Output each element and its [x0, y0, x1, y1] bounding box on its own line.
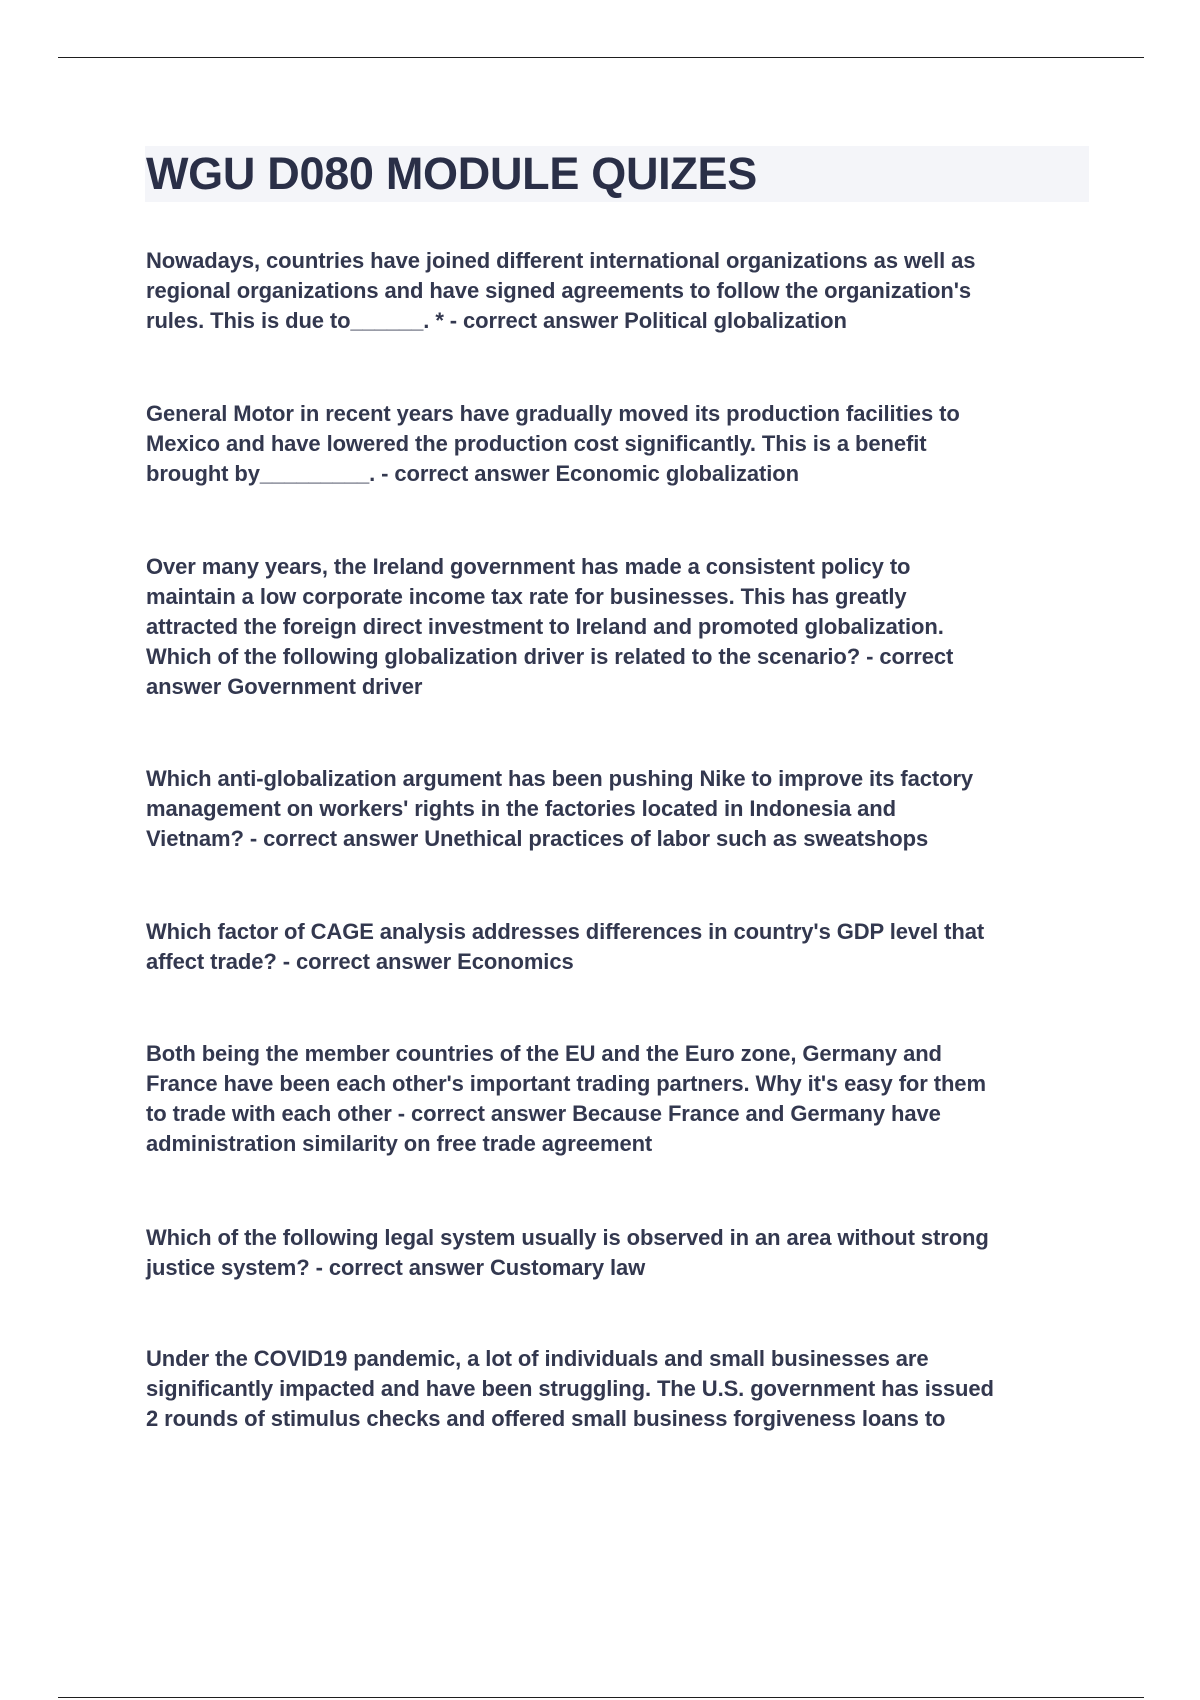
qa-item-6 [146, 1039, 1096, 1159]
qa-item-5 [146, 917, 1096, 977]
qa-line: to trade with each other - correct answer Because France and Germany have [146, 1101, 941, 1126]
qa-item-4 [146, 764, 1096, 854]
qa-item-1 [146, 246, 1096, 336]
qa-line: maintain a low corporate income tax rate for businesses. This has greatly [146, 584, 907, 609]
qa-item-3 [146, 552, 1096, 702]
qa-line: management on workers' rights in the factories located in Indonesia and [146, 796, 896, 821]
qa-line: administration similarity on free trade agreement [146, 1131, 653, 1156]
qa-line: answer Government driver [146, 674, 423, 699]
qa-item-7 [146, 1223, 1096, 1283]
qa-item-8 [146, 1344, 1096, 1434]
qa-line: Over many years, the Ireland government has made a consistent policy to [146, 554, 911, 579]
qa-line: Mexico and have lowered the production cost significantly. This is a benefit [146, 431, 927, 456]
qa-line: regional organizations and have signed agreements to follow the organization's [146, 278, 971, 303]
qa-line: justice system? - correct answer Customary law [146, 1255, 646, 1280]
qa-line: Which anti-globalization argument has been pushing Nike to improve its factory [146, 766, 974, 791]
qa-line: Which of the following globalization driver is related to the scenario? - correct [146, 644, 954, 669]
qa-line: Which of the following legal system usually is observed in an area without strong [146, 1225, 989, 1250]
qa-line: Both being the member countries of the EU and the Euro zone, Germany and [146, 1041, 942, 1066]
top-rule [58, 57, 1144, 58]
page-title: WGU D080 MODULE QUIZES [146, 148, 757, 199]
qa-line: Vietnam? - correct answer Unethical practices of labor such as sweatshops [146, 826, 929, 851]
qa-line: 2 rounds of stimulus checks and offered small business forgiveness loans to [146, 1406, 946, 1431]
qa-line: France have been each other's important trading partners. Why it's easy for them [146, 1071, 986, 1096]
qa-line: rules. This is due to______. * - correct answer Political globalization [146, 308, 847, 333]
qa-line: Nowadays, countries have joined different international organizations as well as [146, 248, 976, 273]
qa-line: General Motor in recent years have gradually moved its production facilities to [146, 401, 960, 426]
qa-line: Under the COVID19 pandemic, a lot of individuals and small businesses are [146, 1346, 929, 1371]
qa-line: Which factor of CAGE analysis addresses differences in country's GDP level that [146, 919, 985, 944]
qa-line: attracted the foreign direct investment to Ireland and promoted globalization. [146, 614, 944, 639]
qa-line: significantly impacted and have been struggling. The U.S. government has issued [146, 1376, 994, 1401]
qa-item-2 [146, 399, 1096, 489]
bottom-rule [58, 1697, 1144, 1698]
qa-line: brought by_________. - correct answer Economic globalization [146, 461, 799, 486]
qa-line: affect trade? - correct answer Economics [146, 949, 574, 974]
